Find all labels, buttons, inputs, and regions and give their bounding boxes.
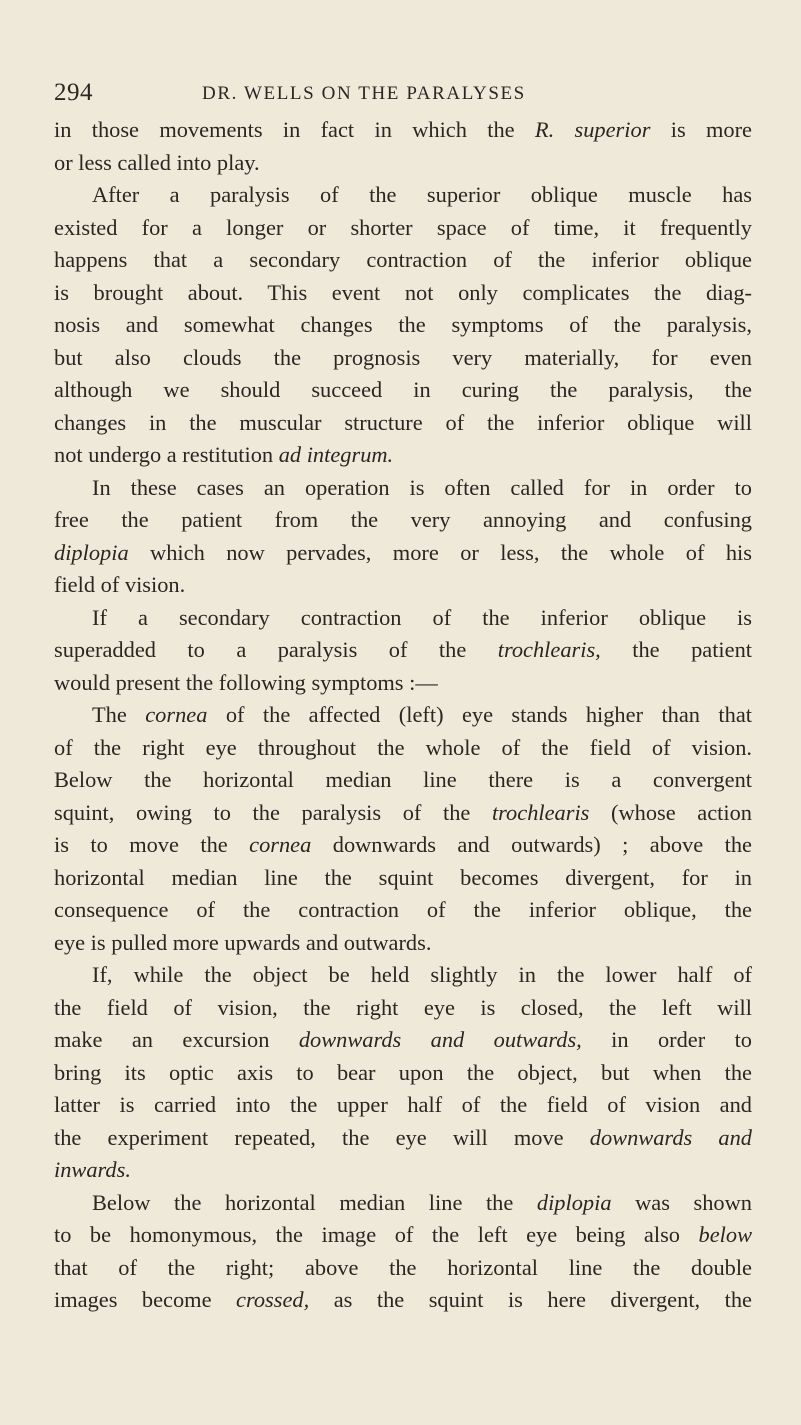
text-span: would present the following symptoms :— bbox=[54, 669, 438, 695]
page-header bbox=[54, 79, 754, 109]
text-span: eye is pulled more upwards and outwards. bbox=[54, 929, 432, 955]
text-span: in order to bbox=[581, 1027, 752, 1052]
text-span: After a paralysis of the superior oblique muscle has bbox=[92, 182, 752, 207]
text-span: the patient bbox=[600, 637, 753, 662]
text-line bbox=[54, 244, 752, 277]
text-line bbox=[54, 992, 752, 1025]
text-line bbox=[54, 927, 752, 960]
text-line bbox=[54, 894, 752, 927]
body-text bbox=[54, 114, 752, 1317]
text-span: bring its optic axis to bear upon the object, but when the bbox=[54, 1059, 752, 1085]
text-line bbox=[54, 374, 752, 407]
text-span: nosis and somewhat changes the symptoms of the paralysis, bbox=[54, 312, 752, 337]
text-span: squint, owing to the paralysis of the bbox=[54, 799, 492, 825]
text-line bbox=[54, 732, 752, 765]
text-line bbox=[54, 1187, 752, 1220]
text-line bbox=[54, 504, 752, 537]
text-span: If a secondary contraction of the inferior oblique is bbox=[92, 604, 752, 630]
text-span: (whose action bbox=[589, 799, 752, 825]
text-span: images become bbox=[54, 1287, 237, 1312]
text-span: although we should succeed in curing the paralysis, the bbox=[54, 377, 752, 402]
italic-text: ad integrum. bbox=[278, 442, 394, 467]
text-line bbox=[54, 797, 752, 830]
text-span: as the squint is here divergent, the bbox=[309, 1287, 752, 1312]
running-head: DR. WELLS ON THE PARALYSES bbox=[202, 83, 526, 104]
italic-text: downwards and bbox=[589, 1124, 752, 1150]
text-line bbox=[54, 114, 752, 147]
text-span: the experiment repeated, the eye will move bbox=[54, 1124, 590, 1150]
text-line bbox=[54, 1219, 752, 1252]
text-span: is to move the bbox=[54, 832, 250, 857]
italic-text: trochlearis, bbox=[497, 637, 601, 662]
text-span: that of the right; above the horizontal line the double bbox=[54, 1254, 752, 1280]
text-line bbox=[54, 342, 752, 375]
text-span: in those movements in fact in which the bbox=[54, 117, 535, 142]
text-line bbox=[54, 1284, 752, 1317]
text-span: consequence of the contraction of the inferior oblique, the bbox=[54, 897, 752, 922]
text-line bbox=[54, 764, 752, 797]
italic-text: crossed, bbox=[236, 1287, 310, 1312]
text-line bbox=[54, 1024, 752, 1057]
text-line bbox=[54, 277, 752, 310]
italic-text: below bbox=[698, 1222, 752, 1247]
text-span: horizontal median line the squint becomes divergent, for in bbox=[54, 864, 752, 890]
text-line bbox=[54, 569, 752, 602]
italic-text: downwards and outwards, bbox=[298, 1027, 582, 1052]
text-line bbox=[54, 634, 752, 667]
text-span: not undergo a restitution bbox=[54, 442, 279, 467]
italic-text: R. superior bbox=[534, 117, 651, 142]
text-line bbox=[54, 147, 752, 180]
text-span: but also clouds the prognosis very materially, for even bbox=[54, 344, 752, 370]
text-line bbox=[54, 699, 752, 732]
text-span: or less called into play. bbox=[54, 149, 260, 175]
text-line bbox=[54, 309, 752, 342]
text-span: Below the horizontal median line there is a convergent bbox=[54, 767, 752, 792]
text-span: existed for a longer or shorter space of time, it frequently bbox=[54, 214, 752, 240]
text-line bbox=[54, 1057, 752, 1090]
text-span: to be homonymous, the image of the left eye being also bbox=[54, 1222, 699, 1247]
text-line bbox=[54, 439, 752, 472]
text-line bbox=[54, 472, 752, 505]
text-span: of the right eye throughout the whole of the field of vision. bbox=[54, 734, 752, 760]
text-line bbox=[54, 959, 752, 992]
text-line bbox=[54, 1122, 752, 1155]
text-span: happens that a secondary contraction of the inferior oblique bbox=[54, 247, 752, 272]
text-line bbox=[54, 1154, 752, 1187]
text-span: latter is carried into the upper half of the field of vision and bbox=[54, 1092, 752, 1117]
text-span: Below the horizontal median line the bbox=[92, 1189, 537, 1215]
italic-text: cornea bbox=[249, 832, 312, 857]
text-span: downwards and outwards) ; above the bbox=[311, 832, 752, 857]
text-span: If, while the object be held slightly in the lower half of bbox=[92, 962, 752, 987]
page-number: 294 bbox=[54, 79, 93, 106]
text-span: changes in the muscular structure of the inferior oblique will bbox=[54, 409, 752, 435]
text-span: In these cases an operation is often called for in order to bbox=[92, 474, 752, 500]
text-line bbox=[54, 829, 752, 862]
text-span: is more bbox=[650, 117, 752, 142]
text-line bbox=[54, 212, 752, 245]
text-line bbox=[54, 1252, 752, 1285]
italic-text: trochlearis bbox=[491, 799, 590, 825]
italic-text: diplopia bbox=[54, 539, 129, 565]
text-line bbox=[54, 1089, 752, 1122]
text-line bbox=[54, 407, 752, 440]
text-span: the field of vision, the right eye is closed, the left will bbox=[54, 994, 752, 1020]
text-line bbox=[54, 667, 752, 700]
text-span: make an excursion bbox=[54, 1027, 299, 1052]
text-span: free the patient from the very annoying and confusing bbox=[54, 507, 752, 532]
text-line bbox=[54, 862, 752, 895]
text-span: field of vision. bbox=[54, 572, 186, 597]
text-span: which now pervades, more or less, the whole of his bbox=[128, 539, 752, 565]
text-line bbox=[54, 537, 752, 570]
text-span: superadded to a paralysis of the bbox=[54, 637, 498, 662]
text-span: of the affected (left) eye stands higher than that bbox=[207, 702, 752, 727]
text-line bbox=[54, 602, 752, 635]
italic-text: diplopia bbox=[536, 1189, 612, 1215]
text-span: was shown bbox=[611, 1189, 752, 1215]
italic-text: inwards. bbox=[54, 1157, 131, 1182]
text-span: is brought about. This event not only complicates the diag- bbox=[54, 279, 752, 305]
text-line bbox=[54, 179, 752, 212]
italic-text: cornea bbox=[145, 702, 208, 727]
text-span: The bbox=[92, 702, 146, 727]
